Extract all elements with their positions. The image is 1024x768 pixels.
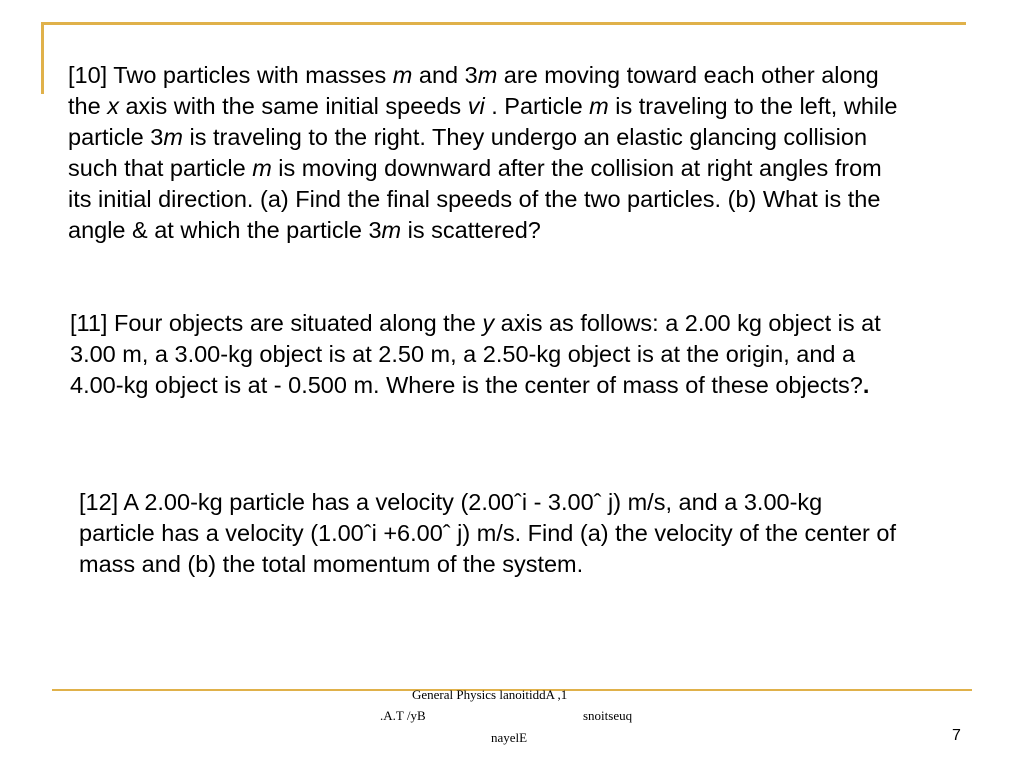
problem-line: mass and (b) the total momentum of the system. <box>79 551 584 577</box>
problem-line: particle 3m is traveling to the right. They undergo an elastic glancing collision <box>68 124 868 150</box>
footer-text-line2-right: snoitseuq <box>583 708 633 723</box>
footer-text-line1: General Physics lanoitiddA ,1 <box>412 687 568 702</box>
variable-symbol: m <box>589 93 609 119</box>
variable-symbol: m <box>163 124 183 150</box>
problem-line: particle has a velocity (1.00ˆi +6.00ˆ j) m/s. Find (a) the velocity of the center of <box>79 520 896 546</box>
left-accent-rule <box>41 22 44 94</box>
problem-line: such that particle m is moving downward after the collision at right angles from <box>68 155 882 181</box>
problem-11 <box>70 308 970 401</box>
problem-line: its initial direction. (a) Find the final speeds of the two particles. (b) What is the <box>68 186 881 212</box>
variable-symbol: m <box>477 62 498 88</box>
problem-line: 3.00 m, a 3.00-kg object is at 2.50 m, a 2.50-kg object is at the origin, and a <box>70 341 856 367</box>
problem-line: the x axis with the same initial speeds vi . Particle m is traveling to the left, while <box>68 93 898 119</box>
problem-line: [11] Four objects are situated along the y axis as follows: a 2.00 kg object is at <box>70 310 881 336</box>
problem-line: 4.00-kg object is at - 0.500 m. Where is the center of mass of these objects?. <box>70 372 870 398</box>
variable-symbol: m <box>392 62 413 88</box>
variable-symbol: m <box>381 217 402 243</box>
variable-symbol: y <box>482 310 495 336</box>
bold-punctuation: . <box>862 372 870 398</box>
page-number: 7 <box>952 727 961 744</box>
problem-12 <box>79 487 979 580</box>
variable-symbol: m <box>252 155 272 181</box>
variable-symbol: vi <box>467 93 485 119</box>
problem-line: angle & at which the particle 3m is scattered? <box>68 217 541 243</box>
footer-text-line3: nayelE <box>491 730 528 745</box>
top-accent-rule <box>41 22 966 25</box>
footer-text-line2-left: .A.T /yB <box>380 708 426 723</box>
problem-line: [10] Two particles with masses m and 3m are moving toward each other along <box>68 62 879 88</box>
problem-line: [12] A 2.00-kg particle has a velocity (2.00ˆi - 3.00ˆ j) m/s, and a 3.00-kg <box>79 489 823 515</box>
variable-symbol: x <box>107 93 119 119</box>
problem-10 <box>68 60 978 246</box>
